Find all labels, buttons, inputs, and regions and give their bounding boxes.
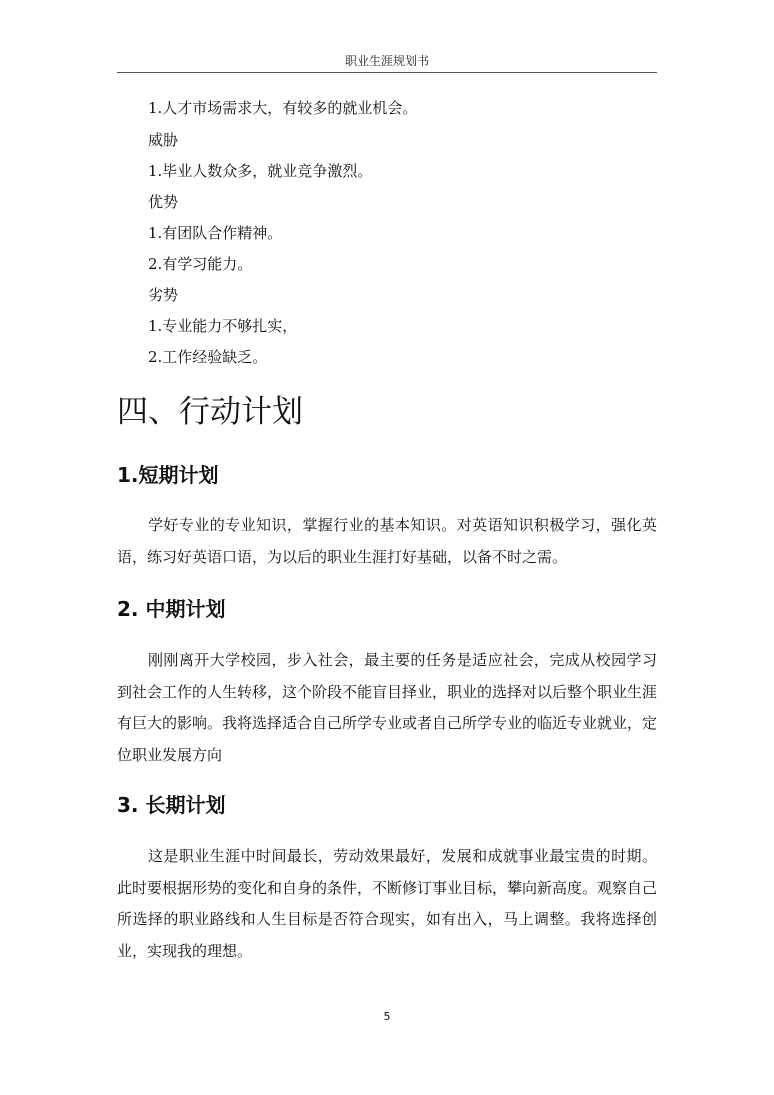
swot-line-strength-2: 2.有学习能力。 xyxy=(148,255,253,273)
subsection-short-term-title: 1.短期计划 xyxy=(117,463,219,487)
subsection-mid-term-body: 刚刚离开大学校园，步入社会，最主要的任务是适应社会，完成从校园学习到社会工作的人生转移，这个阶段不能盲目择业，职业的选择对以后整个职业生涯有巨大的影响。我将选择适合自己所学专业或者自己所学专业的临近专业就业，定位职业发展方向 xyxy=(117,651,658,764)
swot-line-threat-1: 1.毕业人数众多，就业竞争激烈。 xyxy=(148,162,373,180)
header-title: 职业生涯规划书 xyxy=(344,54,429,68)
swot-heading-weaknesses: 劣势 xyxy=(148,286,179,304)
subsection-long-term-body: 这是职业生涯中时间最长，劳动效果最好，发展和成就事业最宝贵的时期。此时要根据形势的变化和自身的条件，不断修订事业目标，攀向新高度。观察自己所选择的职业路线和人生目标是否符合现实，如有出入，马上调整。我将选择创业，实现我的理想。 xyxy=(117,847,658,960)
swot-heading-threats: 威胁 xyxy=(148,131,179,149)
swot-line-opportunity-1: 1.人才市场需求大，有较多的就业机会。 xyxy=(148,99,418,117)
swot-line-strength-1: 1.有团队合作精神。 xyxy=(148,224,283,242)
swot-line-weakness-2: 2.工作经验缺乏。 xyxy=(148,348,268,366)
page-number: 5 xyxy=(383,1010,391,1023)
header-rule xyxy=(117,72,657,73)
swot-heading-strengths: 优势 xyxy=(148,193,179,211)
subsection-mid-term-title: 2. 中期计划 xyxy=(117,597,226,621)
subsection-short-term-body: 学好专业的专业知识，掌握行业的基本知识。对英语知识积极学习，强化英语，练习好英语口语，为以后的职业生涯打好基础，以备不时之需。 xyxy=(117,516,657,566)
swot-line-weakness-1: 1.专业能力不够扎实， xyxy=(148,317,298,335)
section-title: 四、行动计划 xyxy=(117,394,303,430)
subsection-long-term-title: 3. 长期计划 xyxy=(117,793,226,817)
